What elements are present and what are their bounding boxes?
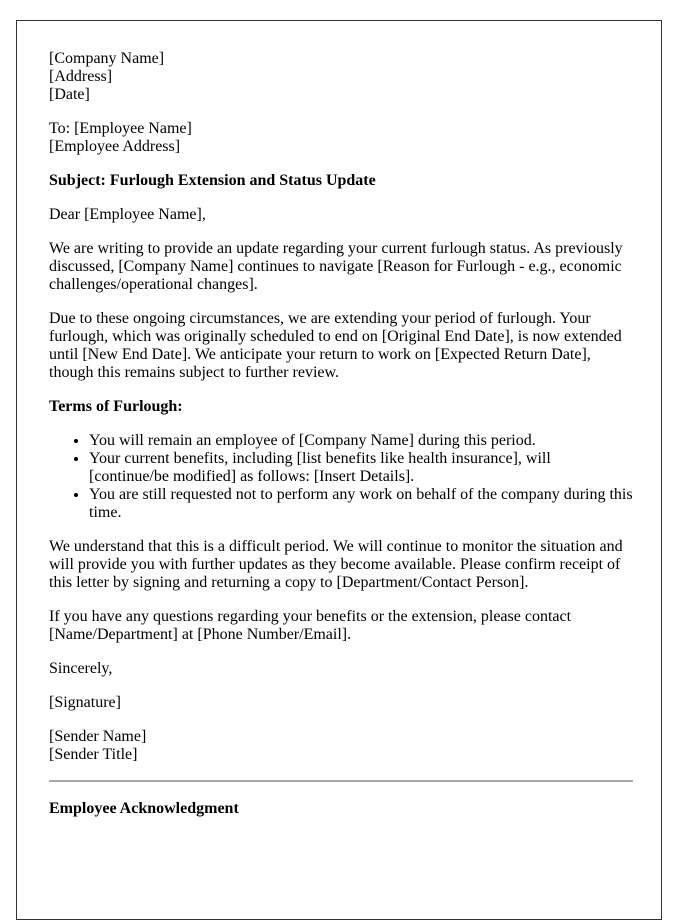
terms-list-item: • You will remain an employee of [Company Name] during this period.: [89, 432, 633, 450]
salutation: Dear [Employee Name],: [49, 206, 206, 223]
intro-paragraph: We are writing to provide an update regarding your current furlough status. As previously discussed, [Company Name] continues to navigate [Reason for Furlough - e.g., economic challenges/operational changes].: [49, 240, 623, 293]
sender-title: [Sender Title]: [49, 746, 138, 763]
company-name: [Company Name]: [49, 50, 165, 67]
sender-signoff-block: [49, 728, 633, 764]
company-address: [Address]: [49, 68, 113, 85]
terms-list: [49, 432, 633, 522]
document-viewport: [16, 20, 662, 817]
recipient-address: [Employee Address]: [49, 138, 181, 155]
subject-line: Subject: Furlough Extension and Status Update: [49, 172, 376, 189]
terms-list-item: • You are still requested not to perform any work on behalf of the company during this time.: [89, 486, 633, 522]
sender-block: [49, 50, 633, 104]
recipient-block: [49, 120, 633, 156]
recipient-name: To: [Employee Name]: [49, 120, 192, 137]
closing-line: Sincerely,: [49, 660, 113, 677]
terms-heading: Terms of Furlough:: [49, 398, 183, 415]
letter-page: [16, 20, 662, 920]
letter-date: [Date]: [49, 86, 90, 103]
section-divider: [49, 780, 633, 782]
acknowledgment-heading: Employee Acknowledgment: [49, 800, 239, 817]
terms-list-item: • Your current benefits, including [list benefits like health insurance], will [continue/be modified] as follows: [Insert Details].: [89, 450, 633, 486]
contact-paragraph: If you have any questions regarding your benefits or the extension, please contact [Name/Department] at [Phone Number/Email].: [49, 608, 572, 643]
understanding-paragraph: We understand that this is a difficult period. We will continue to monitor the situation and will provide you with further updates as they become available. Please confirm receipt of this letter by signing and returning a copy to [Department/Contact Person].: [49, 538, 623, 591]
extension-paragraph: Due to these ongoing circumstances, we are extending your period of furlough. Your furlough, which was originally scheduled to end on [Original End Date], is now extended until [New End Date]. We anticipate your return to work on [Expected Return Date], though this remains subject to further review.: [49, 310, 622, 381]
sender-name: [Sender Name]: [49, 728, 147, 745]
signature-placeholder: [Signature]: [49, 694, 121, 711]
